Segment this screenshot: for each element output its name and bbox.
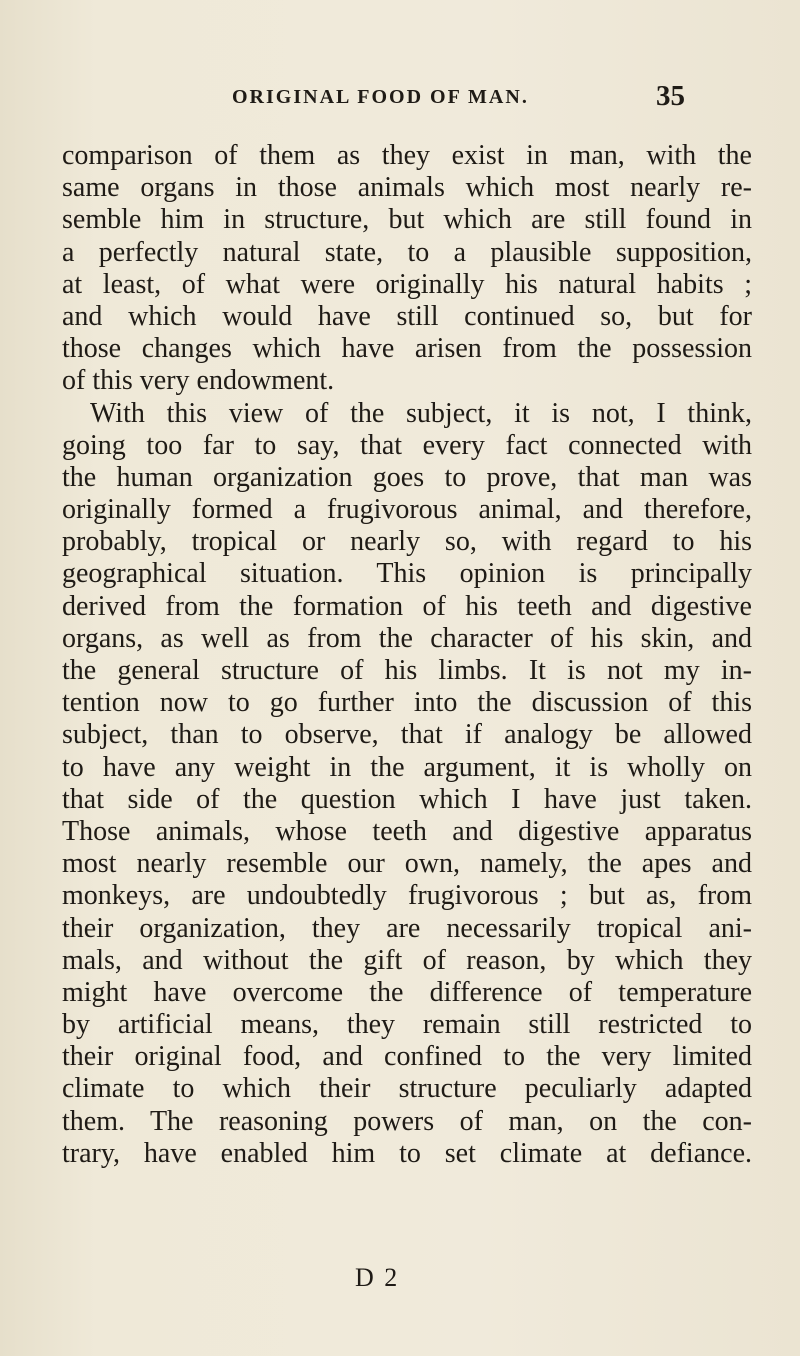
text-line: Those animals, whose teeth and digestive apparatus <box>62 815 752 847</box>
text-line: by artificial means, they remain still restricted to <box>62 1009 752 1041</box>
text-line: probably, tropical or nearly so, with regard to his <box>62 526 752 558</box>
signature-mark: D 2 <box>355 1263 400 1292</box>
text-line: geographical situation. This opinion is principally <box>62 558 752 590</box>
text-line: organs, as well as from the character of his skin, and <box>62 622 752 654</box>
text-line: tention now to go further into the discussion of this <box>62 687 752 719</box>
text-line: that side of the question which I have just taken. <box>62 783 752 815</box>
text-line: same organs in those animals which most nearly re- <box>62 172 752 204</box>
text-line: trary, have enabled him to set climate at defiance. <box>62 1137 752 1169</box>
text-line: comparison of them as they exist in man, with the <box>62 140 752 171</box>
text-line: most nearly resemble our own, namely, the apes and <box>62 848 752 880</box>
text-line: the general structure of his limbs. It is not my in- <box>62 655 752 686</box>
text-line: semble him in structure, but which are still found in <box>62 204 752 236</box>
text-line: derived from the formation of his teeth and digestive <box>62 590 752 622</box>
text-line: to have any weight in the argument, it is wholly on <box>62 751 752 783</box>
text-line: the human organization goes to prove, that man was <box>62 461 752 493</box>
text-line: originally formed a frugivorous animal, and therefore, <box>62 494 752 526</box>
running-head <box>0 80 800 116</box>
text-line: them. The reasoning powers of man, on the con- <box>62 1105 752 1137</box>
text-line: might have overcome the difference of temperature <box>62 976 752 1008</box>
text-line: those changes which have arisen from the possession <box>62 333 752 365</box>
text-line: their organization, they are necessarily tropical ani- <box>62 912 752 944</box>
text-line: subject, than to observe, that if analogy be allowed <box>62 719 752 751</box>
body-text <box>62 140 752 1170</box>
text-line: With this view of the subject, it is not, I think, <box>90 397 752 429</box>
text-line: and which would have still continued so, but for <box>62 300 752 332</box>
page-number: 35 <box>656 80 685 112</box>
text-line: their original food, and confined to the very limited <box>62 1041 752 1073</box>
text-line: monkeys, are undoubtedly frugivorous ; but as, from <box>62 880 752 912</box>
text-line: going too far to say, that every fact connected with <box>62 429 752 461</box>
text-line: of this very endowment. <box>62 365 335 397</box>
text-line: climate to which their structure peculiarly adapted <box>62 1073 752 1105</box>
text-line: a perfectly natural state, to a plausible supposition, <box>62 236 752 268</box>
running-title: ORIGINAL FOOD OF MAN. <box>232 86 529 108</box>
text-line: mals, and without the gift of reason, by which they <box>62 944 752 976</box>
text-line: at least, of what were originally his natural habits ; <box>62 268 752 300</box>
